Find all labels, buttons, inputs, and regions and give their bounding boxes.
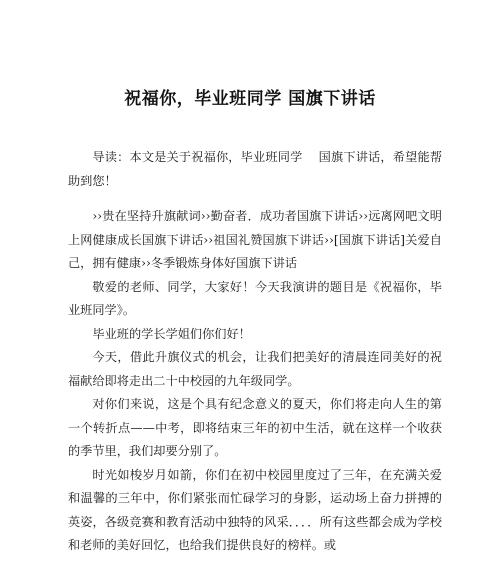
body-paragraph: 毕业班的学长学姐们你们好！ [92,326,251,341]
intro-text-part1: 导读：本文是关于祝福你，毕业班同学 [92,150,303,164]
related-links-paragraph: ››贵在坚持升旗献词››勤奋者．成功者国旗下讲话››远离网吧文明上网健康成长国旗下讲话››祖国礼赞国旗下讲话››[国旗下讲话]关爱自己，拥有健康››冬季锻炼身体好国旗下讲话 [68,209,442,270]
body-paragraph: 敬爱的老师、同学，大家好！今天我演讲的题目是《祝福你，毕业班同学》。 [68,279,442,317]
intro-text-part2: 国旗下讲话，希望能帮助到您！ [68,150,443,188]
body-paragraph: 时光如梭岁月如箭，你们在初中校园里度过了三年，在充满关爱和温馨的三年中，你们紧张而忙碌学习的身影，运动场上奋力拼搏的英姿，各级竞赛和教育活动中独特的风采．．．．所有这些都会成为学校和老师的美好回忆，也给我们提供良好的榜样。或 [68,467,442,552]
document-title: 祝福你，毕业班同学 国旗下讲话 [124,89,376,109]
body-paragraph: 今天，借此升旗仪式的机会，让我们把美好的清晨连同美好的祝福献给即将走出二十中校园的九年级同学。 [68,350,442,388]
body-paragraph: 对你们来说，这是个具有纪念意义的夏天，你们将走向人生的第一个转折点——中考，即将结束三年的初中生活，就在这样一个收获的季节里，我们却要分别了。 [68,397,442,458]
intro-paragraph [68,146,442,193]
document-body [68,146,442,558]
